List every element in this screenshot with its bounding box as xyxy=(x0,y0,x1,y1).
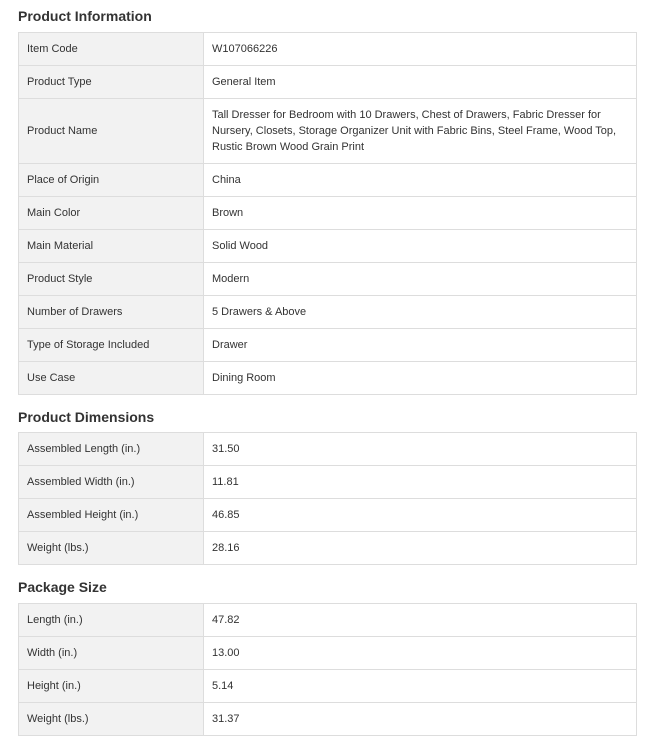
table-row xyxy=(19,230,637,263)
table-row xyxy=(19,33,637,66)
row-label: Length (in.) xyxy=(19,604,204,637)
row-label: Weight (lbs.) xyxy=(19,703,204,736)
table-row xyxy=(19,329,637,362)
row-label: Product Name xyxy=(19,99,204,164)
table-row xyxy=(19,296,637,329)
section-title-package-size: Package Size xyxy=(18,579,107,595)
row-label: Product Type xyxy=(19,66,204,99)
row-value: 46.85 xyxy=(204,499,637,532)
table-row xyxy=(19,66,637,99)
table-row xyxy=(19,604,637,637)
row-label: Product Style xyxy=(19,263,204,296)
table-row xyxy=(19,637,637,670)
row-value: Solid Wood xyxy=(204,230,637,263)
row-label: Assembled Width (in.) xyxy=(19,466,204,499)
table-row xyxy=(19,164,637,197)
row-value: 5 Drawers & Above xyxy=(204,296,637,329)
table-row xyxy=(19,362,637,395)
row-value: Drawer xyxy=(204,329,637,362)
product-information-table xyxy=(18,32,637,395)
package-size-table xyxy=(18,603,637,736)
section-title-product-information: Product Information xyxy=(18,8,152,24)
row-value: Modern xyxy=(204,263,637,296)
row-label: Place of Origin xyxy=(19,164,204,197)
row-value: 11.81 xyxy=(204,466,637,499)
row-value: 31.50 xyxy=(204,433,637,466)
row-label: Number of Drawers xyxy=(19,296,204,329)
row-label: Main Material xyxy=(19,230,204,263)
table-row xyxy=(19,670,637,703)
table-row xyxy=(19,197,637,230)
row-value: 13.00 xyxy=(204,637,637,670)
row-label: Weight (lbs.) xyxy=(19,532,204,565)
table-row xyxy=(19,263,637,296)
table-row xyxy=(19,703,637,736)
row-label: Main Color xyxy=(19,197,204,230)
row-label: Height (in.) xyxy=(19,670,204,703)
table-row xyxy=(19,532,637,565)
row-value: General Item xyxy=(204,66,637,99)
row-value: 28.16 xyxy=(204,532,637,565)
row-value: Tall Dresser for Bedroom with 10 Drawers, Chest of Drawers, Fabric Dresser for Nursery, Closets, Storage Organizer Unit with Fabric Bins, Steel Frame, Wood Top, Rustic Brown Wood Grain Print xyxy=(204,99,637,164)
row-value: Brown xyxy=(204,197,637,230)
row-value: 5.14 xyxy=(204,670,637,703)
product-dimensions-table xyxy=(18,432,637,565)
row-value: 31.37 xyxy=(204,703,637,736)
row-value: Dining Room xyxy=(204,362,637,395)
row-value: W107066226 xyxy=(204,33,637,66)
row-label: Use Case xyxy=(19,362,204,395)
section-title-product-dimensions: Product Dimensions xyxy=(18,409,155,425)
row-value: China xyxy=(204,164,637,197)
table-row xyxy=(19,433,637,466)
table-row xyxy=(19,99,637,164)
table-row xyxy=(19,466,637,499)
row-label: Type of Storage Included xyxy=(19,329,204,362)
table-row xyxy=(19,499,637,532)
row-label: Width (in.) xyxy=(19,637,204,670)
row-label: Item Code xyxy=(19,33,204,66)
row-label: Assembled Height (in.) xyxy=(19,499,204,532)
row-label: Assembled Length (in.) xyxy=(19,433,204,466)
row-value: 47.82 xyxy=(204,604,637,637)
